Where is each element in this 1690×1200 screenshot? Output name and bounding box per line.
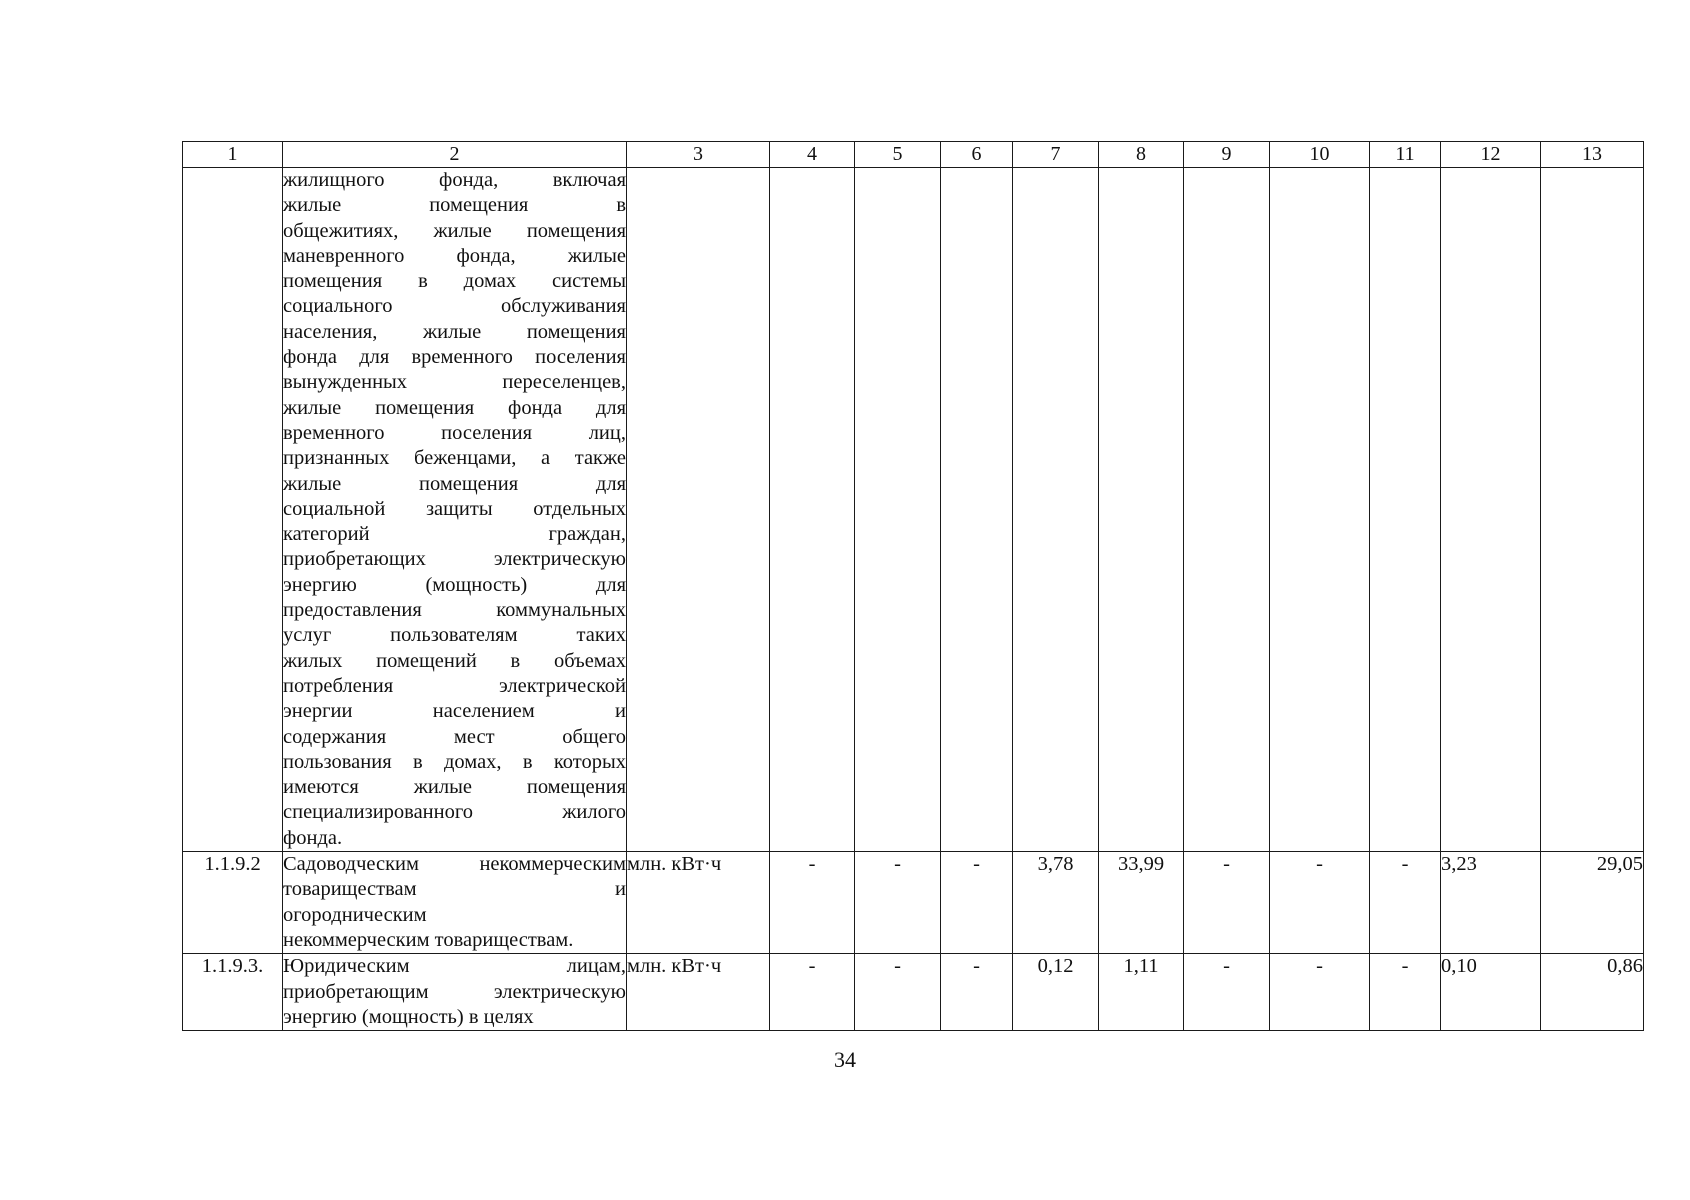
value-cell: -	[941, 852, 1013, 954]
row-description	[283, 168, 627, 852]
value-cell: -	[770, 852, 855, 954]
description-line: приобретающим электрическую	[283, 980, 626, 1003]
column-number: 1	[183, 142, 283, 168]
column-number: 13	[1541, 142, 1644, 168]
description-line: социальной защиты отдельных	[283, 497, 626, 520]
value-cell: 0,10	[1441, 954, 1541, 1031]
description-line: огородническим	[283, 903, 427, 926]
value-cell: -	[855, 852, 941, 954]
description-line: населения, жилые помещения	[283, 320, 626, 343]
column-number: 7	[1013, 142, 1099, 168]
column-number: 12	[1441, 142, 1541, 168]
column-number: 2	[283, 142, 627, 168]
description-line: услуг пользователям таких	[283, 624, 626, 647]
description-line: Юридическим лицам,	[283, 955, 626, 978]
column-number: 5	[855, 142, 941, 168]
value-cell	[1270, 168, 1370, 852]
description-line: помещения в домах системы	[283, 270, 626, 293]
description-line: энергию (мощность) в целях	[283, 1005, 534, 1028]
value-cell: 29,05	[1541, 852, 1644, 954]
row-description	[283, 954, 627, 1031]
table-row-continued	[183, 168, 1644, 852]
value-cell: -	[1270, 852, 1370, 954]
value-cell	[1441, 168, 1541, 852]
description-line: энергии населением и	[283, 700, 626, 723]
description-line: фонда для временного поселения	[283, 346, 626, 369]
description-line: содержания мест общего	[283, 725, 626, 748]
value-cell: -	[1370, 954, 1441, 1031]
value-cell	[941, 168, 1013, 852]
value-cell	[1099, 168, 1184, 852]
description-line: фонда.	[283, 826, 343, 849]
description-line: товариществам и	[283, 878, 626, 901]
description-line: жилищного фонда, включая	[283, 169, 626, 191]
value-cell: 3,23	[1441, 852, 1541, 954]
description-line: признанных беженцами, а также	[283, 447, 626, 470]
column-number-header-row	[183, 142, 1644, 168]
description-line: временного поселения лиц,	[283, 421, 626, 444]
value-cell: 1,11	[1099, 954, 1184, 1031]
row-code: 1.1.9.2	[183, 852, 283, 954]
description-line: жилых помещений в объемах	[283, 649, 626, 672]
value-cell	[1541, 168, 1644, 852]
description-line: категорий граждан,	[283, 523, 626, 546]
value-cell: 33,99	[1099, 852, 1184, 954]
unit-cell: млн. кВт·ч	[627, 852, 770, 954]
value-cell	[1013, 168, 1099, 852]
value-cell	[855, 168, 941, 852]
column-number: 11	[1370, 142, 1441, 168]
value-cell: 0,12	[1013, 954, 1099, 1031]
description-line: энергию (мощность) для	[283, 573, 626, 596]
unit-cell: млн. кВт·ч	[627, 954, 770, 1031]
column-number: 4	[770, 142, 855, 168]
row-description	[283, 852, 627, 954]
description-line: маневренного фонда, жилые	[283, 244, 626, 267]
column-number: 6	[941, 142, 1013, 168]
description-line: имеются жилые помещения	[283, 776, 626, 799]
table-row	[183, 852, 1644, 954]
unit-cell	[627, 168, 770, 852]
description-line: специализированного жилого	[283, 801, 626, 824]
page-number: 34	[834, 1047, 856, 1072]
value-cell: -	[941, 954, 1013, 1031]
description-line: потребления электрической	[283, 674, 626, 697]
data-table	[182, 141, 1644, 1031]
value-cell: -	[855, 954, 941, 1031]
value-cell: -	[770, 954, 855, 1031]
value-cell: -	[1184, 852, 1270, 954]
row-code: 1.1.9.3.	[183, 954, 283, 1031]
table-row	[183, 954, 1644, 1031]
column-number: 8	[1099, 142, 1184, 168]
value-cell: 3,78	[1013, 852, 1099, 954]
value-cell: -	[1370, 852, 1441, 954]
value-cell: 0,86	[1541, 954, 1644, 1031]
column-number: 9	[1184, 142, 1270, 168]
description-line: предоставления коммунальных	[283, 599, 626, 622]
description-line: Садоводческим некоммерческим	[283, 853, 626, 876]
description-line: приобретающих электрическую	[283, 548, 626, 571]
description-line: жилые помещения для	[283, 472, 626, 495]
column-number: 3	[627, 142, 770, 168]
value-cell: -	[1184, 954, 1270, 1031]
description-line: пользования в домах, в которых	[283, 750, 626, 773]
column-number: 10	[1270, 142, 1370, 168]
description-line: социального обслуживания	[283, 295, 626, 318]
value-cell	[770, 168, 855, 852]
description-line: жилые помещения фонда для	[283, 396, 626, 419]
description-line: некоммерческим товариществам.	[283, 928, 574, 951]
row-code	[183, 168, 283, 852]
description-line: вынужденных переселенцев,	[283, 371, 626, 394]
value-cell	[1184, 168, 1270, 852]
value-cell	[1370, 168, 1441, 852]
value-cell: -	[1270, 954, 1370, 1031]
description-line: общежитиях, жилые помещения	[283, 219, 626, 242]
description-line: жилые помещения в	[283, 194, 626, 217]
